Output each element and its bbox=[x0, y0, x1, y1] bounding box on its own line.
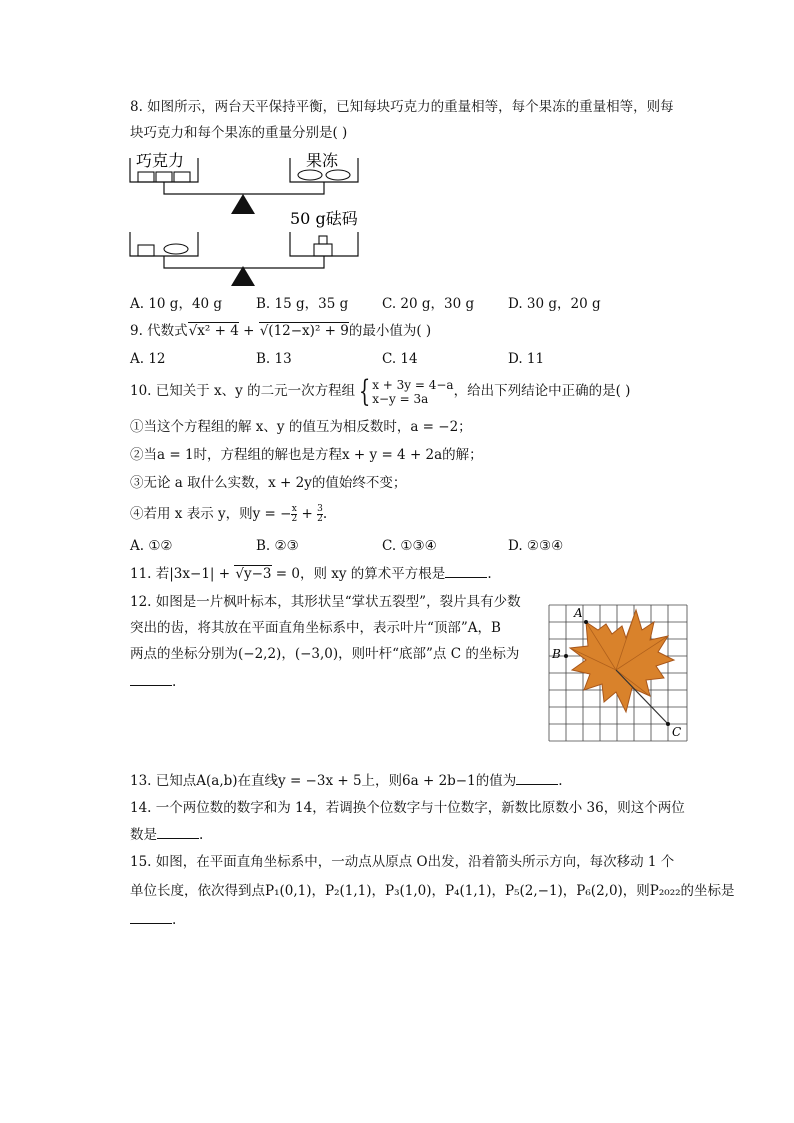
q9-option-c: C. 14 bbox=[382, 351, 418, 367]
q10-statement-4: ④若用 x 表示 y，则y = − $\frac{x}{2}$ + $\frac{3}{2}$ . bbox=[130, 504, 328, 524]
q9-option-b: B. 13 bbox=[256, 351, 292, 367]
choco-label: 巧克力 bbox=[136, 151, 185, 170]
q10-option-a: A. ①② bbox=[130, 538, 173, 554]
q10-stem: 10. 已知关于 x、y 的二元一次方程组 { x + 3y = 4−a x−y = 3a ，给出下列结论中正确的是( ) bbox=[130, 373, 631, 409]
answer-blank bbox=[445, 565, 487, 578]
jelly-shape bbox=[298, 170, 322, 180]
q8-option-c: C. 20 g，30 g bbox=[382, 296, 475, 312]
q11-stem: 11. 若|3x−1| + √y−3 = 0，则 xy 的算术平方根是 . bbox=[130, 566, 492, 582]
fraction-x-over-2: $\frac{x}{2}$ bbox=[291, 504, 298, 524]
q12-line1: 12. 如图是一片枫叶标本，其形状呈“掌状五裂型”，裂片具有少数 bbox=[130, 594, 521, 610]
maple-leaf-shape bbox=[570, 610, 674, 712]
choco-block bbox=[174, 172, 190, 182]
q10-statement-1: ①当这个方程组的解 x、y 的值互为相反数时，a = −2； bbox=[130, 419, 472, 435]
q9-option-a: A. 12 bbox=[130, 351, 166, 367]
q8-option-a: A. 10 g，40 g bbox=[130, 296, 223, 312]
fraction-3-over-2: $\frac{3}{2}$ bbox=[317, 504, 323, 524]
point-B bbox=[564, 654, 568, 658]
label-A: A bbox=[574, 606, 583, 620]
jelly-shape bbox=[326, 170, 350, 180]
equation-system: x + 3y = 4−a x−y = 3a bbox=[372, 377, 454, 406]
choco-block bbox=[138, 245, 154, 256]
beam-bottom bbox=[164, 256, 324, 268]
q15-line3: . bbox=[130, 911, 176, 929]
q15-line2: 单位长度，依次得到点P₁(0,1)，P₂(1,1)，P₃(1,0)，P₄(1,1)，P₅(2,−1)，P₆(2,0)，则P₂₀₂₂的坐标是 bbox=[130, 883, 735, 899]
choco-block bbox=[156, 172, 172, 182]
weight-knob bbox=[319, 236, 327, 244]
q8-line1: 8. 如图所示，两台天平保持平衡，已知每块巧克力的重量相等，每个果冻的重量相等，则每 bbox=[130, 99, 674, 115]
q10-statement-2: ②当a = 1时，方程组的解也是方程x + y = 4 + 2a的解； bbox=[130, 447, 483, 463]
point-C bbox=[666, 722, 670, 726]
weight-base bbox=[314, 244, 332, 256]
system-brace: { bbox=[358, 373, 371, 409]
answer-blank bbox=[130, 911, 172, 924]
fulcrum-bottom bbox=[231, 266, 255, 286]
q10-statement-3: ③无论 a 取什么实数，x + 2y的值始终不变； bbox=[130, 475, 407, 491]
weight-label: 50 g砝码 bbox=[290, 209, 358, 228]
balance-figure bbox=[128, 148, 398, 288]
q12-line4: . bbox=[130, 673, 176, 691]
q9-stem: 9. 代数式√x² + 4 + √(12−x)² + 9的最小值为( ) bbox=[130, 323, 432, 339]
q8-option-b: B. 15 g，35 g bbox=[256, 296, 349, 312]
beam-top bbox=[164, 182, 324, 194]
label-B: B bbox=[552, 647, 561, 661]
q13-stem: 13. 已知点A(a,b)在直线y = −3x + 5上，则6a + 2b−1的值为 . bbox=[130, 773, 563, 789]
q8-option-d: D. 30 g，20 g bbox=[508, 296, 601, 312]
q10-option-b: B. ②③ bbox=[256, 538, 299, 554]
answer-blank bbox=[157, 826, 199, 839]
jelly-shape bbox=[164, 244, 188, 254]
jelly-label: 果冻 bbox=[306, 151, 339, 170]
point-A bbox=[584, 620, 588, 624]
q10-option-d: D. ②③④ bbox=[508, 538, 564, 554]
q9-option-d: D. 11 bbox=[508, 351, 545, 367]
answer-blank bbox=[130, 673, 172, 686]
choco-block bbox=[138, 172, 154, 182]
fulcrum-top bbox=[231, 194, 255, 214]
label-C: C bbox=[672, 725, 682, 739]
sqrt-expr-a: √x² + 4 bbox=[188, 323, 239, 339]
q12-line2: 突出的齿，将其放在平面直角坐标系中，表示叶片“顶部”A，B bbox=[130, 620, 501, 636]
answer-blank bbox=[516, 772, 558, 785]
left-pan-bottom bbox=[130, 232, 198, 256]
q14-line2: 数是 . bbox=[130, 827, 204, 843]
q8-line2: 块巧克力和每个果冻的重量分别是( ) bbox=[130, 125, 348, 141]
maple-leaf-grid-figure bbox=[546, 600, 692, 746]
q14-line1: 14. 一个两位数的数字和为 14，若调换个位数字与十位数字，新数比原数小 36，则这个两位 bbox=[130, 800, 685, 816]
q12-line3: 两点的坐标分别为(−2,2)，(−3,0)，则叶杆“底部”点 C 的坐标为 bbox=[130, 646, 520, 662]
q10-option-c: C. ①③④ bbox=[382, 538, 437, 554]
sqrt-y-minus-3: √y−3 bbox=[235, 566, 272, 582]
q15-line1: 15. 如图，在平面直角坐标系中，一动点从原点 O出发，沿着箭头所示方向，每次移动 1 个 bbox=[130, 854, 675, 870]
sqrt-expr-b: √(12−x)² + 9 bbox=[259, 323, 349, 339]
